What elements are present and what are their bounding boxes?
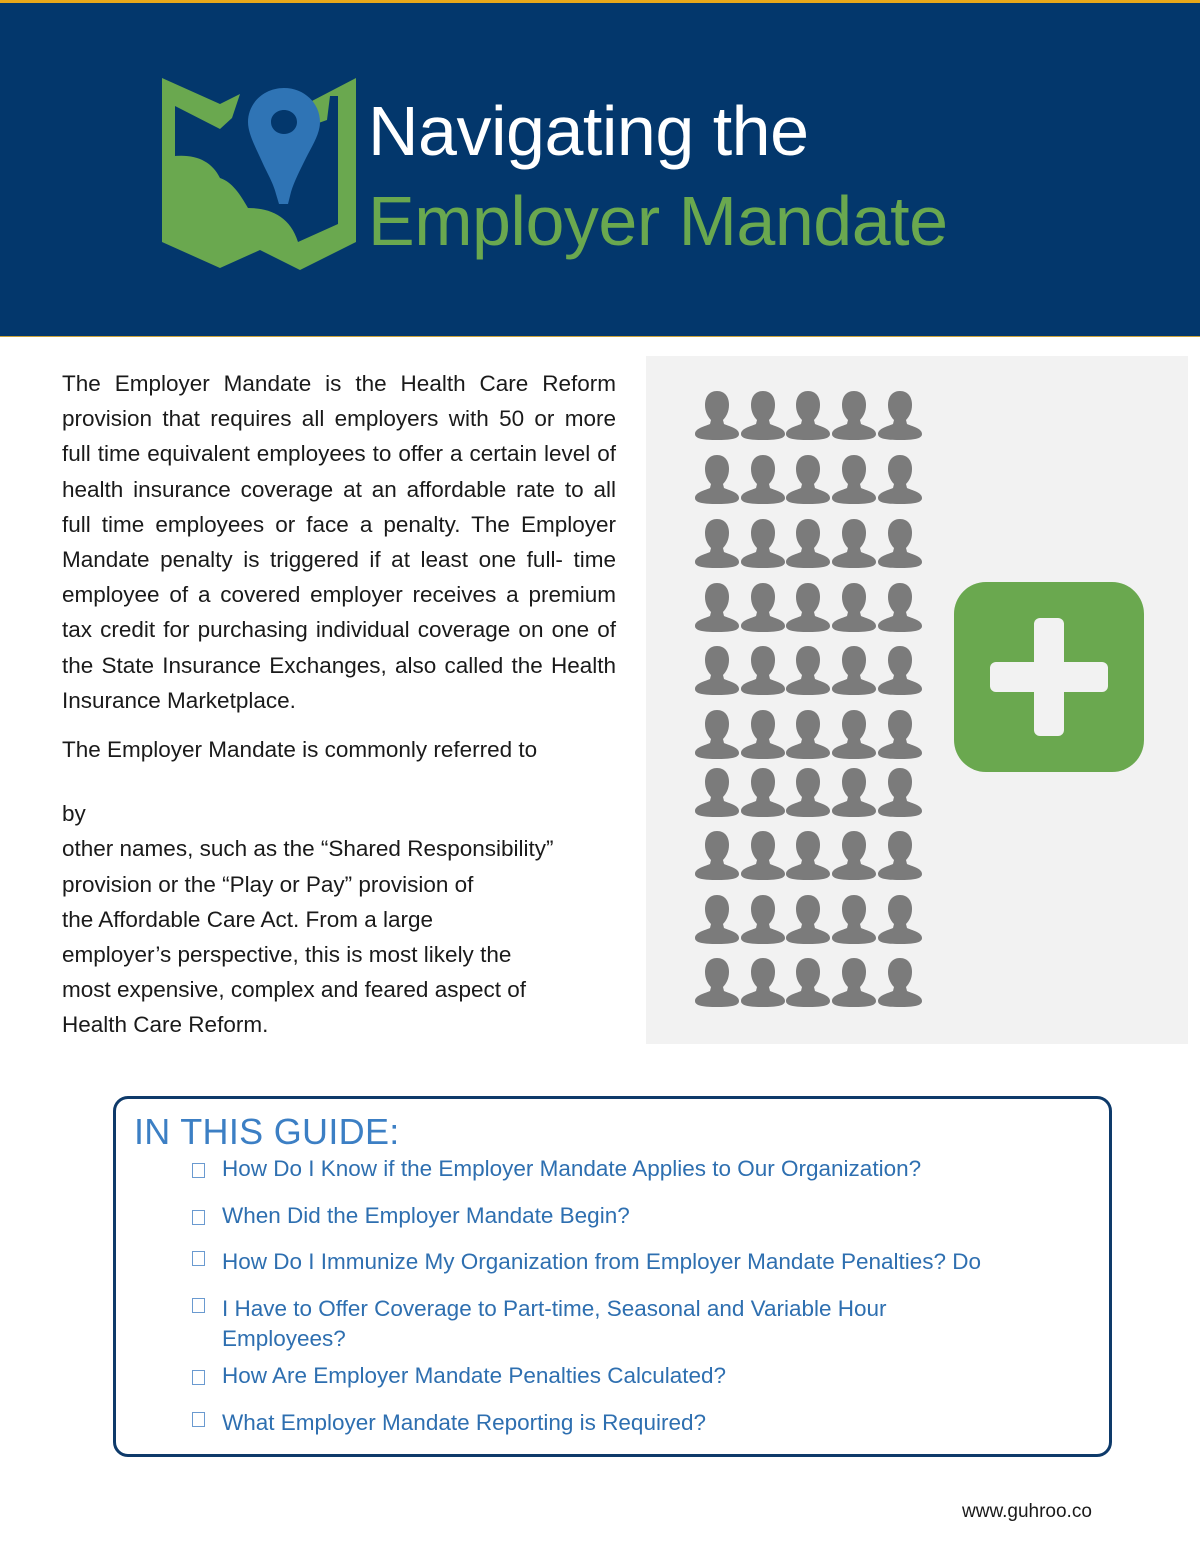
person-silhouette-icon <box>831 956 877 1008</box>
person-silhouette-icon <box>785 389 831 441</box>
person-silhouette-icon <box>694 453 740 505</box>
person-silhouette-icon <box>785 956 831 1008</box>
person-silhouette-icon <box>785 453 831 505</box>
person-silhouette-icon <box>877 517 923 569</box>
person-silhouette-icon <box>740 453 786 505</box>
person-silhouette-icon <box>831 389 877 441</box>
person-silhouette-icon <box>831 517 877 569</box>
person-silhouette-icon <box>694 829 740 881</box>
person-silhouette-icon <box>785 517 831 569</box>
checkbox-icon[interactable] <box>192 1370 205 1385</box>
person-silhouette-icon <box>831 766 877 818</box>
person-silhouette-icon <box>877 453 923 505</box>
guide-item-label: How Do I Know if the Employer Mandate Applies to Our Organization? <box>222 1156 922 1181</box>
footer-website-link[interactable]: www.guhroo.co <box>962 1501 1092 1522</box>
person-silhouette-icon <box>831 644 877 696</box>
person-silhouette-icon <box>740 708 786 760</box>
person-silhouette-icon <box>785 708 831 760</box>
intro-line: most expensive, complex and feared aspect of <box>62 977 527 1003</box>
guide-item-label: I Have to Offer Coverage to Part-time, Seasonal and Variable Hour Employees? <box>222 1296 887 1351</box>
person-silhouette-icon <box>740 517 786 569</box>
person-silhouette-icon <box>877 389 923 441</box>
guide-item-label: What Employer Mandate Reporting is Required? <box>222 1410 706 1435</box>
person-silhouette-icon <box>877 708 923 760</box>
header-banner <box>0 0 1200 337</box>
checkbox-icon[interactable] <box>192 1210 205 1225</box>
person-silhouette-icon <box>694 956 740 1008</box>
person-silhouette-icon <box>740 644 786 696</box>
person-silhouette-icon <box>877 581 923 633</box>
guide-title: IN THIS GUIDE: <box>134 1111 400 1152</box>
person-silhouette-icon <box>694 644 740 696</box>
intro-paragraph-2-start: The Employer Mandate is commonly referred to <box>62 737 538 763</box>
person-silhouette-icon <box>785 581 831 633</box>
person-silhouette-icon <box>831 453 877 505</box>
person-silhouette-icon <box>785 893 831 945</box>
guide-item[interactable] <box>192 1361 1092 1391</box>
guide-item-label: When Did the Employer Mandate Begin? <box>222 1203 630 1228</box>
person-silhouette-icon <box>831 893 877 945</box>
checkbox-icon[interactable] <box>192 1298 205 1313</box>
guide-item[interactable] <box>192 1408 1092 1438</box>
intro-text <box>62 366 616 1043</box>
intro-line: Health Care Reform. <box>62 1012 269 1038</box>
person-silhouette-icon <box>785 766 831 818</box>
person-silhouette-icon <box>694 389 740 441</box>
person-silhouette-icon <box>877 893 923 945</box>
intro-line: employer’s perspective, this is most likely the <box>62 942 512 968</box>
title-line-1: Navigating the <box>368 92 809 170</box>
person-silhouette-icon <box>785 829 831 881</box>
guide-item[interactable] <box>192 1247 1092 1277</box>
person-silhouette-icon <box>877 829 923 881</box>
person-silhouette-icon <box>694 766 740 818</box>
person-silhouette-icon <box>740 581 786 633</box>
guide-item-label: How Do I Immunize My Organization from Employer Mandate Penalties? Do <box>222 1249 982 1274</box>
map-with-location-pin-icon <box>160 74 358 270</box>
person-silhouette-icon <box>694 581 740 633</box>
person-silhouette-icon <box>831 708 877 760</box>
intro-paragraph-2-by: by <box>62 801 86 827</box>
person-silhouette-icon <box>740 766 786 818</box>
intro-paragraph-1: The Employer Mandate is the Health Care Reform provision that requires all employers with 50 or more full time equivalent employees to offer a certain level of health insurance coverage at an affordable rate to all full time employees or face a penalty. The Employer Mandate penalty is triggered if at least one full- time employee of a covered employer receives a premium tax credit for purchasing individual coverage on one of the State Insurance Exchanges, also called the Health Insurance Marketplace. <box>62 371 616 713</box>
guide-item[interactable] <box>192 1294 992 1354</box>
guide-item[interactable] <box>192 1154 1092 1184</box>
intro-line: the Affordable Care Act. From a large <box>62 906 434 932</box>
checkbox-icon[interactable] <box>192 1163 205 1178</box>
person-silhouette-icon <box>831 829 877 881</box>
guide-item[interactable] <box>192 1201 1092 1231</box>
person-silhouette-icon <box>831 581 877 633</box>
person-silhouette-icon <box>694 893 740 945</box>
person-silhouette-icon <box>877 766 923 818</box>
person-silhouette-icon <box>785 644 831 696</box>
person-silhouette-icon <box>694 708 740 760</box>
plus-horizontal-bar <box>990 662 1108 692</box>
person-silhouette-icon <box>694 517 740 569</box>
checkbox-icon[interactable] <box>192 1251 205 1266</box>
person-silhouette-icon <box>740 389 786 441</box>
person-silhouette-icon <box>740 893 786 945</box>
guide-item-label: How Are Employer Mandate Penalties Calculated? <box>222 1363 727 1388</box>
person-silhouette-icon <box>877 956 923 1008</box>
person-silhouette-icon <box>877 644 923 696</box>
title-line-2: Employer Mandate <box>368 182 948 260</box>
checkbox-icon[interactable] <box>192 1412 205 1427</box>
plus-square-icon <box>954 582 1144 772</box>
person-silhouette-icon <box>740 829 786 881</box>
intro-line: provision or the “Play or Pay” provision of <box>62 871 474 897</box>
person-silhouette-icon <box>740 956 786 1008</box>
intro-line: other names, such as the “Shared Responsibility” <box>62 836 554 862</box>
